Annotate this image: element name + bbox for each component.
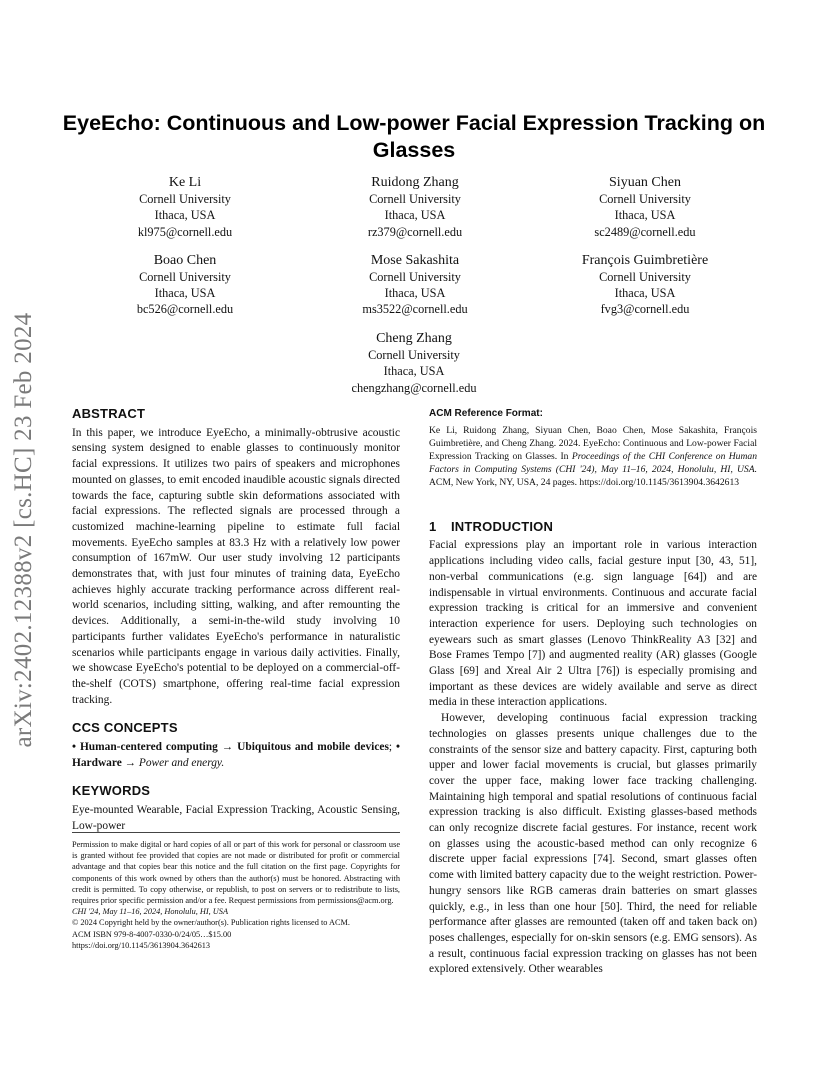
author-name: Mose Sakashita [370, 252, 460, 268]
author-location: Ithaca, USA [384, 208, 446, 223]
acm-reference-text [429, 424, 757, 489]
author-block [70, 174, 300, 240]
author-name: Siyuan Chen [609, 175, 681, 190]
author-block [70, 252, 300, 318]
paper-title: EyeEcho: Continuous and Low-power Facial Expression Tracking on Glasses [62, 111, 766, 162]
author-email: rz379@cornell.edu [367, 224, 463, 239]
author-affiliation: Cornell University [599, 192, 691, 206]
author-location: Ithaca, USA [614, 208, 676, 223]
keywords-text: Eye-mounted Wearable, Facial Expression Tracking, Acoustic Sensing, Low-power [72, 804, 400, 832]
ccs-heading: CCS CONCEPTS [72, 720, 178, 736]
acm-reference-publisher: ACM, New York, NY, USA, 24 pages. https://doi.org/10.1145/3613904.3642613 [429, 476, 740, 488]
author-email: fvg3@cornell.edu [600, 302, 690, 317]
ccs-separator: ; [388, 741, 396, 754]
copyright-line: © 2024 Copyright held by the owner/author(s). Publication rights licensed to ACM. [72, 918, 350, 928]
author-affiliation: Cornell University [139, 269, 231, 284]
ccs-item-secondary: • Hardware [72, 741, 400, 769]
arxiv-identifier: arXiv:2402.12388v2 [cs.HC] 23 Feb 2024 [10, 312, 37, 748]
author-block [530, 252, 760, 318]
author-block [300, 330, 528, 396]
author-location: Ithaca, USA [154, 286, 216, 301]
intro-heading [429, 519, 757, 535]
permission-notice: Permission to make digital or hard copies of all or part of this work for personal or classroom use is granted without fee provided that copies are not made or distributed for profit or commercial advantage and that copies bear this notice and the full citation on the first page. Copyrights for components of this work owned by others than the author(s) must be honored. Abstracting with credit is permitted. To copy otherwise, or republish, to post on servers or to redistribute to lists, requires prior specific permission and/or a fee. Request permissions from permissions@acm.org. [72, 840, 400, 906]
author-email: kl975@cornell.edu [137, 224, 233, 239]
author-affiliation: Cornell University [369, 192, 461, 206]
author-email: ms3522@cornell.edu [362, 302, 468, 317]
acm-reference-venue: Proceedings of the CHI Conference on Human Factors in Computing Systems (CHI '24), May 11–16, 2024, Honolulu, HI, USA. [429, 450, 757, 475]
left-column [72, 406, 400, 835]
ccs-item-primary: • Human-centered computing → Ubiquitous and mobile devices [72, 741, 389, 754]
author-location: Ithaca, USA [384, 286, 446, 301]
author-name: François Guimbretière [581, 252, 709, 268]
author-affiliation: Cornell University [369, 269, 461, 284]
author-email: chengzhang@cornell.edu [351, 380, 477, 395]
author-email: sc2489@cornell.edu [594, 224, 696, 239]
abstract-text: In this paper, we introduce EyeEcho, a minimally-obtrusive acoustic sensing system designed to enable glasses to continuously monitor facial expressions. It utilizes two pairs of speakers and microphones mounted on glasses, to emit encoded inaudible acoustic signals directed towards the face, capturing subtle skin deformations associated with facial expressions. The reflected signals are processed through a customized machine-learning pipeline to estimate full facial movements. EyeEcho samples at 83.3 Hz with a relatively low power consumption of 167mW. Our user study involving 12 participants demonstrates that, with just four minutes of training data, EyeEcho achieves highly accurate tracking performance across different real-world scenarios, including sitting, walking, and after remounting the devices. Additionally, a semi-in-the-wild study involving 10 participants further validates EyeEcho's performance in naturalistic scenarios while participants engage in various daily activities. Finally, we showcase EyeEcho's potential to be deployed on a commercial-off-the-shelf (COTS) smartphone, offering real-time facial expression tracking. [72, 426, 400, 706]
section-title: INTRODUCTION [451, 518, 554, 534]
ccs-item-secondary-detail: → Power and energy. [121, 756, 225, 769]
venue-text: CHI '24, May 11–16, 2024, Honolulu, HI, USA [72, 907, 229, 917]
doi-line: https://doi.org/10.1145/3613904.3642613 [72, 940, 211, 950]
author-name: Ke Li [168, 175, 202, 190]
acm-reference-heading: ACM Reference Format: [429, 408, 543, 419]
acm-reference-authors: Ke Li, Ruidong Zhang, Siyuan Chen, Boao Chen, Mose Sakashita, François Guimbretière, and Cheng Zhang. 2024. EyeEcho: Continuous and Low-power Facial Expression Tracking on Glasses. In [429, 424, 757, 462]
author-affiliation: Cornell University [599, 269, 691, 284]
venue-line [72, 906, 400, 917]
section-number: 1 [429, 518, 437, 534]
ccs-text [72, 740, 400, 771]
author-block [300, 174, 530, 240]
author-name: Cheng Zhang [376, 331, 452, 346]
author-name: Ruidong Zhang [371, 175, 459, 190]
copyright-footnote [72, 832, 400, 951]
author-email: bc526@cornell.edu [136, 302, 234, 317]
author-affiliation: Cornell University [139, 192, 231, 206]
author-location: Ithaca, USA [154, 208, 216, 223]
author-affiliation: Cornell University [368, 348, 460, 362]
intro-paragraph: Facial expressions play an important role in various interaction applications including video calls, facial gesture input [30, 43, 51], non-verbal communications (e.g. sign language [64]) and are indispensable in virtual environments. Continuous and accurate facial expression tracking is critical for an immersive and convenient interaction experience for users. Deploying such technologies on eyewears such as smart glasses (Lenovo ThinkReality A3 [32] and Bose Frames Tempo [7]) and augmented reality (AR) glasses (Google Glass [69] and Xreal Air 2 Ultra [76]) is especially promising and important as these devices are widely available and serve as direct media in these interaction applications. [429, 539, 757, 709]
author-block [530, 174, 760, 240]
keywords-heading: KEYWORDS [72, 783, 151, 799]
abstract-heading: ABSTRACT [72, 406, 146, 421]
author-location: Ithaca, USA [614, 286, 676, 301]
author-name: Boao Chen [153, 252, 217, 268]
intro-paragraph: However, developing continuous facial expression tracking technologies on glasses presents unique challenges due to the constraints of the sensor size and battery capacity. First, capturing both upper and lower facial movements is crucial, but glasses primarily cover the upper face, making lower face tracking challenging. Maintaining high temporal and spatial resolutions of continuous facial expression tracking is also difficult. Existing glasses-based methods can only recognize discrete facial gestures. For instance, recent work on glasses using the acoustic-based method can only recognize 6 discrete upper facial expressions [74]. Second, smart glasses often come with limited battery capacity due to the weight restriction. Power-hungry sensors like RGB cameras drain batteries on smart glasses quickly, e.g., in less than one hour [50]. Third, the need for reliable performance after glasses are remounted (taken off and taken back on) poses challenges, especially for on-skin sensors (e.g. EMG sensors). As a result, continuous facial expression tracking on glasses has not been explored extensively. Other wearables [429, 712, 757, 976]
author-grid [70, 174, 760, 318]
right-column [429, 406, 757, 978]
author-block [300, 252, 530, 318]
isbn-line: ACM ISBN 979-8-4007-0330-0/24/05…$15.00 [72, 929, 232, 939]
author-location: Ithaca, USA [383, 364, 445, 379]
